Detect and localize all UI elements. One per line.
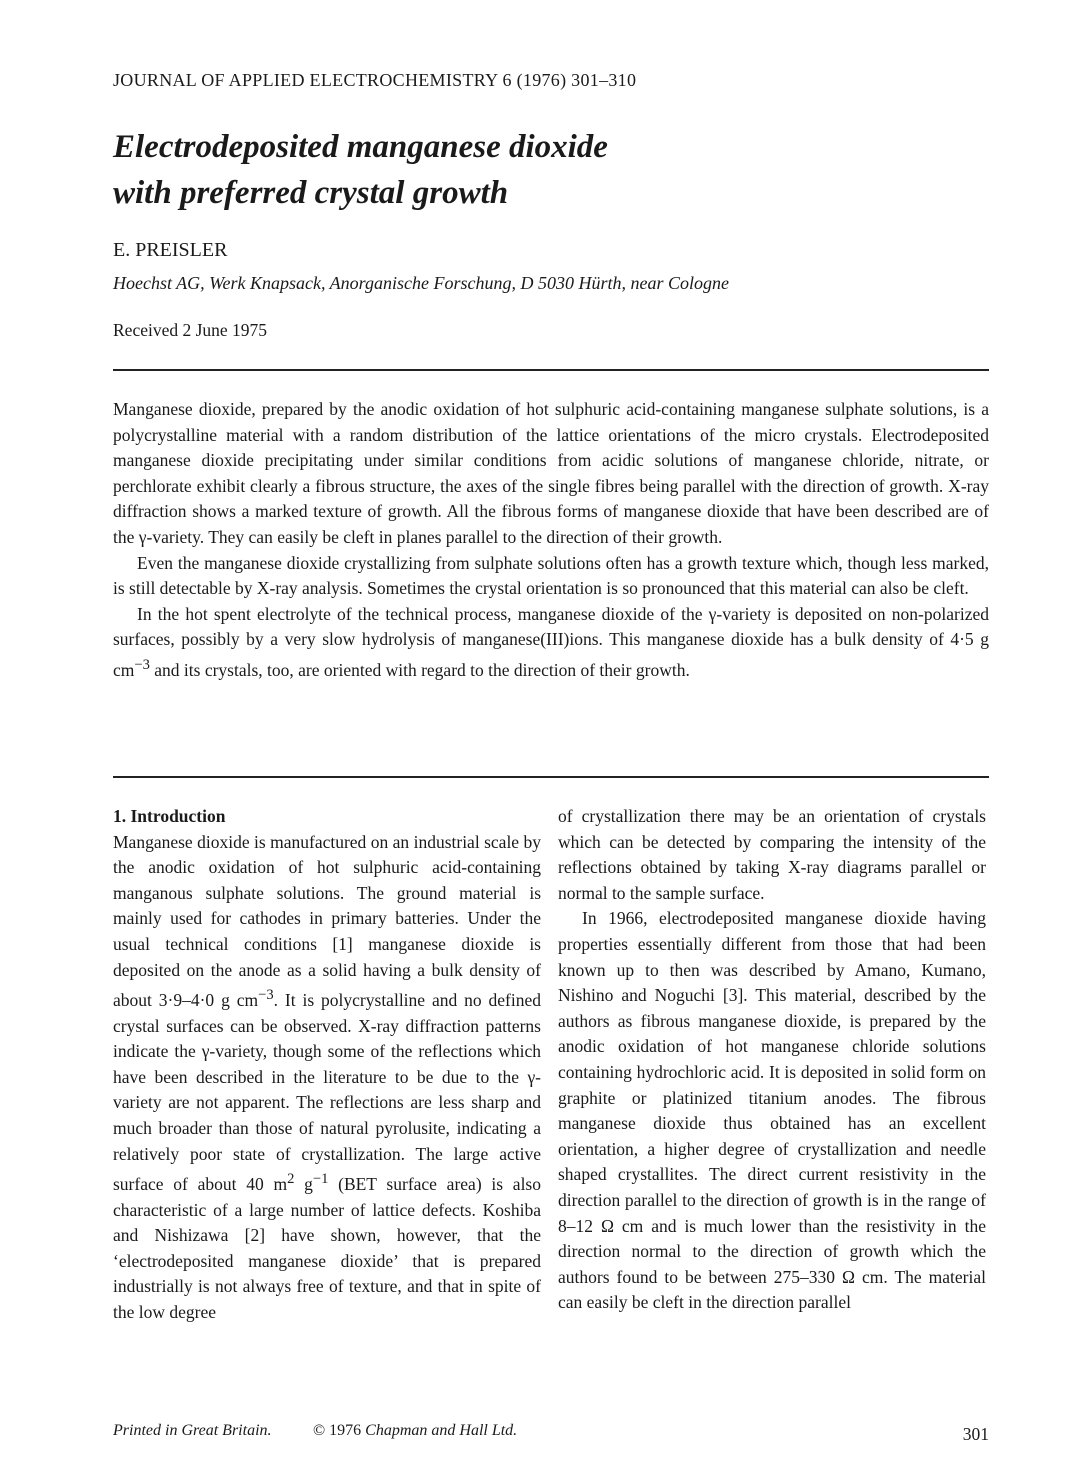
intro-p1-text-d: (BET surface area) is also characteristic of a large number of lattice defects. Koshiba and Nishizawa [2] have shown, however, that the ‘electrodeposited manganese dioxide’ that is prepared industrially is not always free of texture, and that in spite of the low degree: [113, 1173, 541, 1322]
page-footer: [113, 1422, 989, 1444]
abstract-p3-text-b: and its crystals, too, are oriented with regard to the direction of their growth.: [149, 659, 690, 680]
copyright-year: © 1976: [313, 1422, 366, 1439]
intro-p1-sup-3: −1: [312, 1171, 329, 1188]
copyright-notice: [313, 1422, 517, 1440]
intro-continued-paragraph: of crystallization there may be an orientation of crystals which can be detected by comparing the intensity of the reflections obtained by taking X-ray diagrams parallel or normal to the sample surface.: [558, 806, 986, 903]
intro-p1-text-b: . It is polycrystalline and no defined crystal surfaces can be observed. X-ray diffraction patterns indicate the γ-variety, though some of the reflections which have been described in the literature to be due to the γ-variety are not apparent. The reflections are less sharp and much broader than those of natural pyrolusite, indicating a relatively poor state of crystallization. The large active surface of about 40 m: [113, 989, 541, 1194]
abstract-p3-superscript: −3: [134, 656, 150, 673]
intro-p1-sup-2: 2: [287, 1171, 295, 1188]
article-title-line-1: Electrodeposited manganese dioxide: [113, 129, 608, 165]
intro-p1-text-c: g: [294, 1173, 313, 1194]
article-title: [113, 124, 983, 216]
abstract-p3-text-a: In the hot spent electrolyte of the technical process, manganese dioxide of the γ-variety is deposited on non-polarized surfaces, possibly by a very slow hydrolysis of manganese(III)ions. This manganese dioxide has a bulk density of 4·5 g cm: [113, 603, 989, 680]
intro-p1-text-a: Manganese dioxide is manufactured on an industrial scale by the anodic oxidation of hot sulphuric acid-containing manganous sulphate solutions. The ground material is mainly used for cathodes in primary batteries. Under the usual technical conditions [1] manganese dioxide is deposited on the anode as a solid having a bulk density of about 3·9–4·0 g cm: [113, 831, 541, 1010]
received-date: Received 2 June 1975: [113, 320, 268, 340]
abstract-paragraph-3: [113, 602, 989, 684]
right-column: [558, 804, 986, 1316]
intro-p1-sup-1: −3: [258, 987, 274, 1004]
author-affiliation: Hoechst AG, Werk Knapsack, Anorganische Forschung, D 5030 Hürth, near Cologne: [113, 273, 729, 293]
abstract: [113, 397, 989, 683]
author-name: E. PREISLER: [113, 239, 228, 261]
printed-in-note: Printed in Great Britain.: [113, 1422, 272, 1439]
page-number: 301: [962, 1424, 989, 1444]
abstract-paragraph-2: Even the manganese dioxide crystallizing from sulphate solutions often has a growth texture which, though less marked, is still detectable by X-ray analysis. Sometimes the crystal orientation is so pronounced that this material can also be cleft.: [113, 552, 989, 599]
intro-paragraph-1: [113, 830, 541, 1326]
abstract-paragraph-1: Manganese dioxide, prepared by the anodic oxidation of hot sulphuric acid-containing manganese sulphate solutions, is a polycrystalline material with a random distribution of the lattice orientations of the micro crystals. Electrodeposited manganese dioxide precipitating under similar conditions from acidic solutions of manganese chloride, nitrate, or perchlorate exhibit clearly a fibrous structure, the axes of the single fibres being parallel with the direction of growth. X-ray diffraction shows a marked texture of growth. All the fibrous forms of manganese dioxide that have been described are of the γ-variety. They can easily be cleft in planes parallel to the direction of their growth.: [113, 399, 989, 547]
abstract-top-rule: [113, 369, 989, 371]
journal-citation: JOURNAL OF APPLIED ELECTROCHEMISTRY 6 (1976) 301–310: [113, 70, 637, 90]
intro-paragraph-2: In 1966, electrodeposited manganese dioxide having properties essentially different from those that had been known up to then was described by Amano, Kumano, Nishino and Noguchi [3]. This material, described by the authors as fibrous manganese dioxide, is prepared by the anodic oxidation of hot manganese chloride solutions containing hydrochloric acid. It is deposited in solid form on graphite or platinized titanium anodes. The fibrous manganese dioxide thus obtained has an excellent orientation, a higher degree of crystallization and needle shaped crystallites. The direct current resistivity in the direction parallel to the direction of growth is in the range of 8–12 Ω cm and is much lower than the resistivity in the direction normal to the direction of growth which the authors found to be between 275–330 Ω cm. The material can easily be cleft in the direction parallel: [558, 908, 986, 1313]
abstract-bottom-rule: [113, 776, 989, 778]
section-heading-introduction: 1. Introduction: [113, 806, 226, 826]
article-title-line-2: with preferred crystal growth: [113, 175, 509, 211]
left-column: [113, 804, 541, 1326]
publisher-name: Chapman and Hall Ltd.: [365, 1422, 518, 1439]
